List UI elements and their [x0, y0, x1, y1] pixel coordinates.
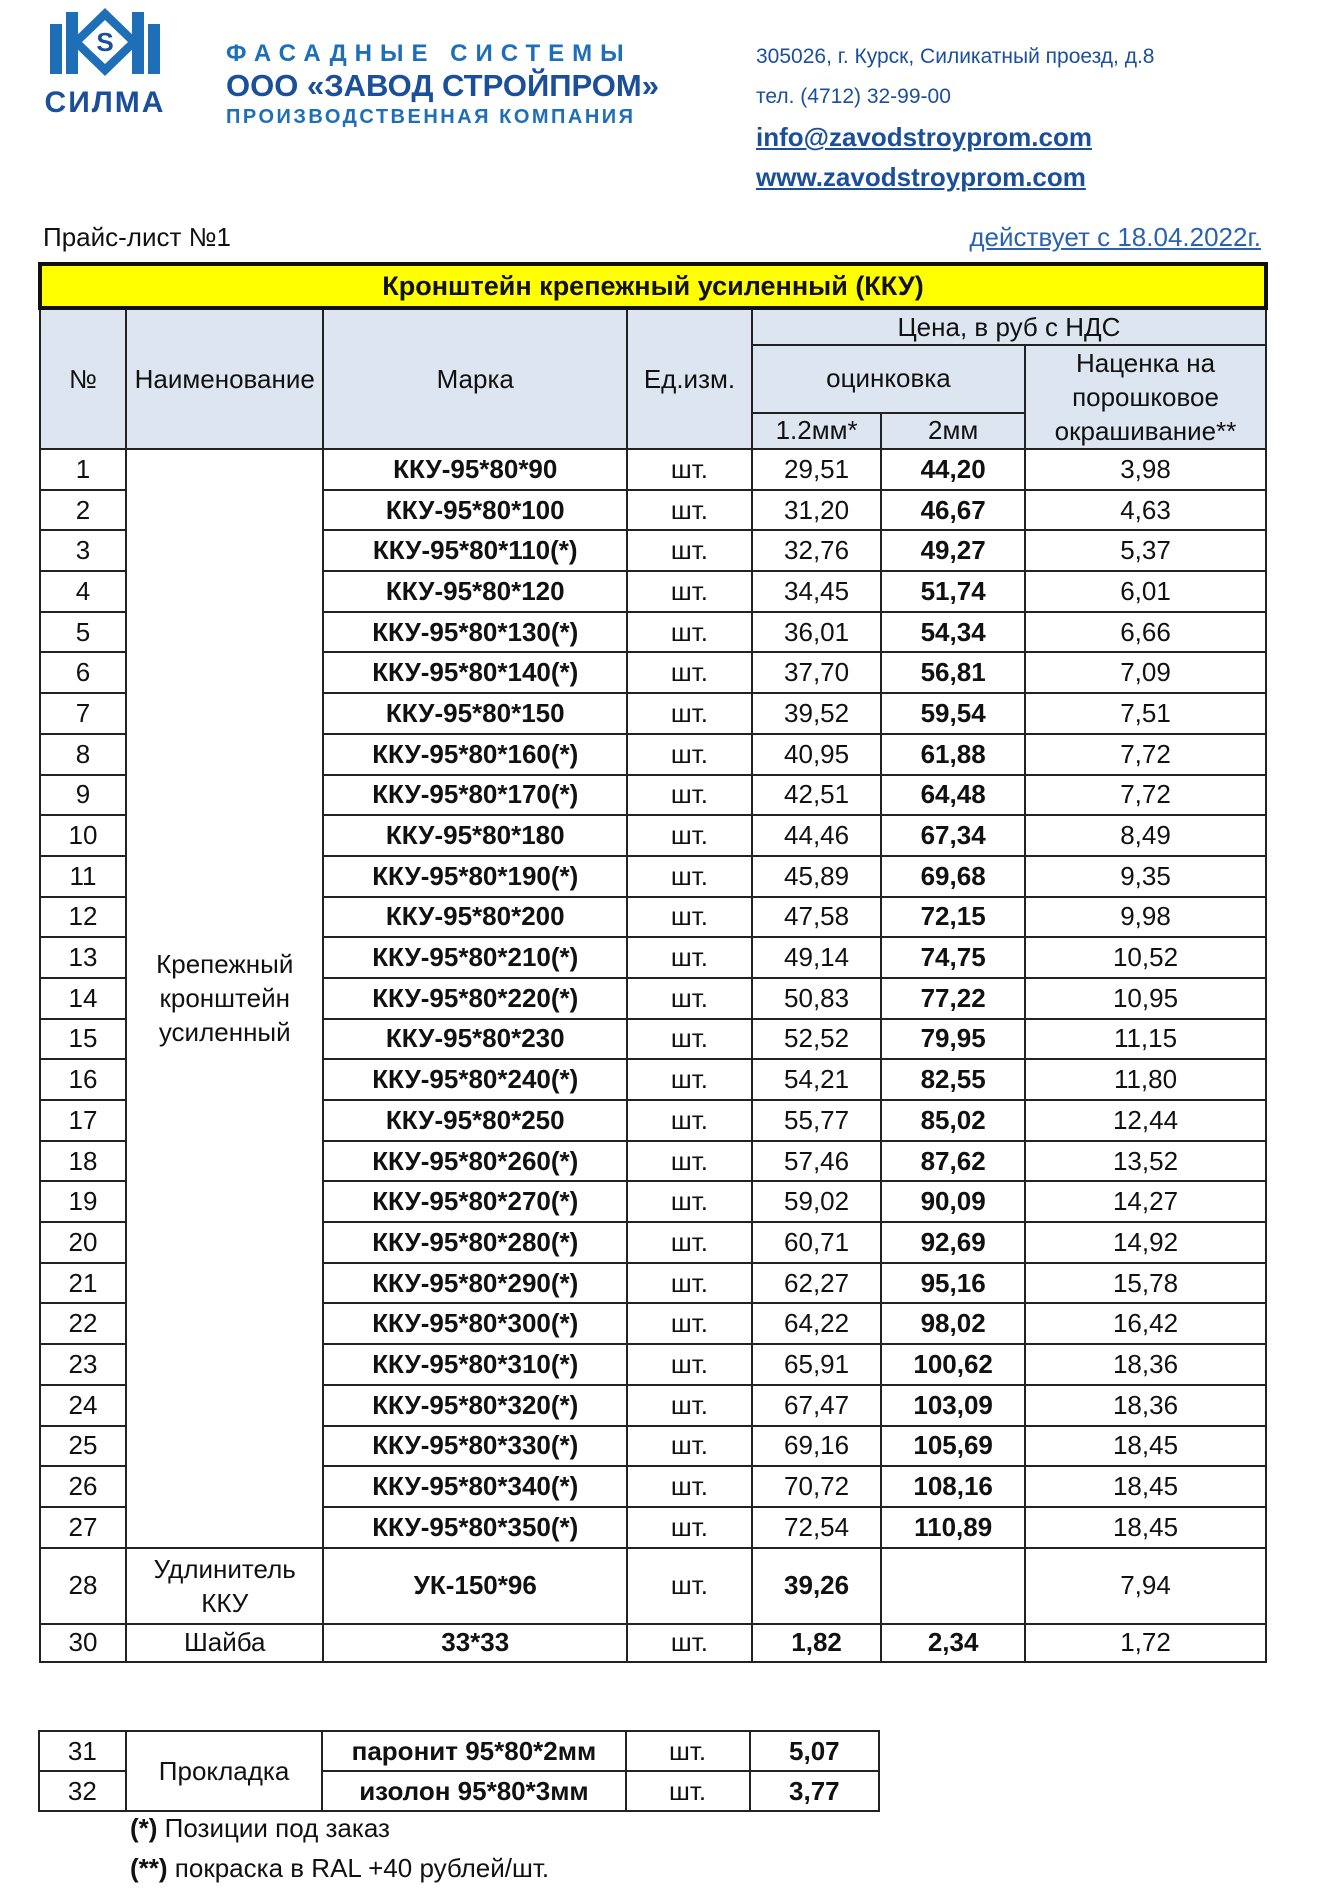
price-list-label: Прайс-лист №1 — [43, 222, 231, 252]
powder-line-1: Наценка на — [1075, 348, 1216, 378]
table-cell-extra: 15,78 — [1025, 1263, 1266, 1304]
table-cell-extra: 13,52 — [1025, 1141, 1266, 1182]
table-cell-no: 13 — [40, 937, 126, 978]
table-cell-no: 10 — [40, 815, 126, 856]
table-cell-unit: шт. — [627, 1059, 752, 1100]
table-cell-extra: 12,44 — [1025, 1100, 1266, 1141]
footnote-mark: (*) — [130, 1813, 158, 1843]
table-cell-extra: 18,45 — [1025, 1426, 1266, 1467]
table-cell-unit: шт. — [627, 775, 752, 816]
col-header-unit: Ед.изм. — [627, 308, 752, 449]
table-cell-extra: 7,94 — [1025, 1548, 1266, 1624]
table-cell-unit: шт. — [627, 1019, 752, 1060]
table-cell-extra: 9,98 — [1025, 897, 1266, 938]
table-cell-price-12: 52,52 — [752, 1019, 881, 1060]
table-cell-mark: ККУ-95*80*90 — [323, 449, 627, 490]
table-cell-unit: шт. — [627, 1222, 752, 1263]
table-cell-price-12: 67,47 — [752, 1385, 881, 1426]
contacts-block — [756, 42, 1154, 202]
powder-line-3: окрашивание** — [1054, 416, 1237, 446]
table-cell-mark: ККУ-95*80*230 — [323, 1019, 627, 1060]
table-cell-price-12: 55,77 — [752, 1100, 881, 1141]
table-cell-unit: шт. — [627, 1263, 752, 1304]
table-cell-no: 1 — [40, 449, 126, 490]
table-cell-extra: 6,01 — [1025, 571, 1266, 612]
table-cell-price-2: 95,16 — [881, 1263, 1025, 1304]
address: 305026, г. Курск, Силикатный проезд, д.8 — [756, 45, 1155, 68]
table-cell-price-12: 57,46 — [752, 1141, 881, 1182]
table-cell-mark: ККУ-95*80*300(*) — [323, 1303, 627, 1344]
table-cell-price-2: 87,62 — [881, 1141, 1025, 1182]
table-cell-price-2: 85,02 — [881, 1100, 1025, 1141]
table-cell-price-2: 98,02 — [881, 1303, 1025, 1344]
table-cell-price-12: 65,91 — [752, 1344, 881, 1385]
valid-from-date[interactable]: действует с 18.04.2022г. — [969, 222, 1261, 252]
price-table — [38, 262, 1268, 1663]
table-cell-price-12: 37,70 — [752, 652, 881, 693]
table-cell-mark: ККУ-95*80*280(*) — [323, 1222, 627, 1263]
table-cell-price-2: 72,15 — [881, 897, 1025, 938]
table-cell-no: 19 — [40, 1181, 126, 1222]
table-cell-extra: 10,95 — [1025, 978, 1266, 1019]
table-cell-mark: 33*33 — [323, 1624, 627, 1662]
table-cell-unit: шт. — [627, 856, 752, 897]
website-link[interactable]: www.zavodstroyprom.com — [756, 162, 1086, 192]
table-cell-price-12: 1,82 — [752, 1624, 881, 1662]
table-cell-extra: 1,72 — [1025, 1624, 1266, 1662]
table-cell-unit: шт. — [627, 1181, 752, 1222]
col-header-name: Наименование — [126, 308, 323, 449]
table-cell-no: 2 — [40, 490, 126, 531]
table-cell-price-12: 39,52 — [752, 693, 881, 734]
table-cell-unit: шт. — [627, 937, 752, 978]
table-cell-no: 24 — [40, 1385, 126, 1426]
col-header-price-group: Цена, в руб с НДС — [752, 308, 1266, 345]
table-cell-no: 21 — [40, 1263, 126, 1304]
table-cell-mark: ККУ-95*80*180 — [323, 815, 627, 856]
table-cell-price-2: 49,27 — [881, 530, 1025, 571]
table-cell-no: 22 — [40, 1303, 126, 1344]
table-cell-no: 20 — [40, 1222, 126, 1263]
table-cell-unit: шт. — [627, 571, 752, 612]
table-cell-unit: шт. — [627, 1507, 752, 1548]
table-cell-unit: шт. — [627, 978, 752, 1019]
col-header-zinc: оцинковка — [752, 345, 1025, 413]
table-cell-price-12: 31,20 — [752, 490, 881, 531]
table-cell-unit: шт. — [627, 1624, 752, 1662]
phone: тел. (4712) 32-99-00 — [756, 85, 951, 108]
table-cell-price-12: 32,76 — [752, 530, 881, 571]
table-cell-extra: 18,45 — [1025, 1466, 1266, 1507]
company-tagline: ФАСАДНЫЕ СИСТЕМЫ — [226, 40, 632, 67]
table-cell-price-2: 59,54 — [881, 693, 1025, 734]
table-cell-extra: 18,36 — [1025, 1344, 1266, 1385]
table-cell-price-2: 61,88 — [881, 734, 1025, 775]
table-cell-mark: ККУ-95*80*220(*) — [323, 978, 627, 1019]
table-cell-extra: 9,35 — [1025, 856, 1266, 897]
table-cell-no: 16 — [40, 1059, 126, 1100]
footnote-text: покраска в RAL +40 рублей/шт. — [167, 1853, 550, 1883]
company-name: ООО «ЗАВОД СТРОЙПРОМ» — [226, 68, 659, 103]
table-cell-price-2: 82,55 — [881, 1059, 1025, 1100]
table-cell-no: 9 — [40, 775, 126, 816]
table-cell-no: 27 — [40, 1507, 126, 1548]
table-cell-mark: ККУ-95*80*110(*) — [323, 530, 627, 571]
col-header-no: № — [40, 308, 126, 449]
gasket-table — [38, 1730, 880, 1812]
table-cell-extra: 7,09 — [1025, 652, 1266, 693]
table-cell-price-2: 79,95 — [881, 1019, 1025, 1060]
table-cell-mark: паронит 95*80*2мм — [322, 1731, 625, 1771]
table-cell-unit: шт. — [627, 449, 752, 490]
table-cell-mark: ККУ-95*80*200 — [323, 897, 627, 938]
col-header-mark: Марка — [323, 308, 627, 449]
table-cell-unit: шт. — [627, 1385, 752, 1426]
table-cell-no: 31 — [39, 1731, 126, 1771]
table-cell-price-2: 108,16 — [881, 1466, 1025, 1507]
table-cell-price-2: 56,81 — [881, 652, 1025, 693]
table-cell-mark: ККУ-95*80*340(*) — [323, 1466, 627, 1507]
table-cell-price-2: 92,69 — [881, 1222, 1025, 1263]
table-cell-no: 3 — [40, 530, 126, 571]
group-name-line: Крепежный — [156, 949, 294, 980]
table-cell-no: 5 — [40, 612, 126, 653]
group-name-line: усиленный — [158, 1017, 291, 1048]
table-cell-unit: шт. — [627, 734, 752, 775]
table-cell-no: 17 — [40, 1100, 126, 1141]
table-cell-mark: УК-150*96 — [323, 1548, 627, 1624]
table-cell-price-2: 77,22 — [881, 978, 1025, 1019]
table-cell-price-12: 44,46 — [752, 815, 881, 856]
table-cell-unit: шт. — [626, 1731, 750, 1771]
table-cell-price-2: 54,34 — [881, 612, 1025, 653]
table-cell-price-2: 46,67 — [881, 490, 1025, 531]
table-cell-extra: 3,98 — [1025, 449, 1266, 490]
table-cell-price-12: 62,27 — [752, 1263, 881, 1304]
table-cell-price-2: 2,34 — [881, 1624, 1025, 1662]
table-cell-price-12: 36,01 — [752, 612, 881, 653]
table-cell-price: 5,07 — [750, 1731, 879, 1771]
table-cell-name: Шайба — [126, 1624, 323, 1662]
table-cell-unit: шт. — [626, 1771, 750, 1811]
table-cell-unit: шт. — [627, 612, 752, 653]
name-line-2: ККУ — [201, 1587, 249, 1618]
table-cell-unit: шт. — [627, 1303, 752, 1344]
col-header-powder — [1025, 345, 1266, 449]
table-cell-unit: шт. — [627, 815, 752, 856]
table-cell-price-2: 64,48 — [881, 775, 1025, 816]
table-cell-price-2: 105,69 — [881, 1426, 1025, 1467]
table-cell-mark: ККУ-95*80*310(*) — [323, 1344, 627, 1385]
group-name-cell — [126, 449, 323, 1548]
table-cell-mark: ККУ-95*80*100 — [323, 490, 627, 531]
table-cell-price-2: 103,09 — [881, 1385, 1025, 1426]
svg-text:S: S — [96, 27, 114, 57]
table-cell-price-2: 100,62 — [881, 1344, 1025, 1385]
table-cell-mark: ККУ-95*80*160(*) — [323, 734, 627, 775]
table-cell-no: 15 — [40, 1019, 126, 1060]
table-cell-no: 14 — [40, 978, 126, 1019]
table-cell-unit: шт. — [627, 1141, 752, 1182]
table-cell-mark: ККУ-95*80*120 — [323, 571, 627, 612]
table-cell-extra: 7,51 — [1025, 693, 1266, 734]
table-cell-unit: шт. — [627, 1426, 752, 1467]
table-cell-name: Прокладка — [126, 1731, 323, 1811]
table-cell-unit: шт. — [627, 897, 752, 938]
table-cell-price-12: 64,22 — [752, 1303, 881, 1344]
table-cell-unit: шт. — [627, 652, 752, 693]
table-cell-mark: ККУ-95*80*150 — [323, 693, 627, 734]
table-cell-price-12: 49,14 — [752, 937, 881, 978]
table-cell-price-12: 70,72 — [752, 1466, 881, 1507]
table-cell-extra: 14,92 — [1025, 1222, 1266, 1263]
table-cell-price-12: 40,95 — [752, 734, 881, 775]
table-cell-name — [126, 1548, 323, 1624]
table-cell-unit: шт. — [627, 1548, 752, 1624]
footnote-ral — [130, 1848, 549, 1888]
table-cell-no: 12 — [40, 897, 126, 938]
table-cell-price-12: 29,51 — [752, 449, 881, 490]
table-cell-unit: шт. — [627, 490, 752, 531]
table-cell-mark: ККУ-95*80*240(*) — [323, 1059, 627, 1100]
table-cell-extra: 14,27 — [1025, 1181, 1266, 1222]
table-cell-mark: ККУ-95*80*270(*) — [323, 1181, 627, 1222]
table-cell-extra: 4,63 — [1025, 490, 1266, 531]
table-cell-extra: 5,37 — [1025, 530, 1266, 571]
table-cell-no: 18 — [40, 1141, 126, 1182]
table-cell-price-12: 59,02 — [752, 1181, 881, 1222]
table-cell-mark: ККУ-95*80*330(*) — [323, 1426, 627, 1467]
table-cell-unit: шт. — [627, 530, 752, 571]
table-cell-mark: ККУ-95*80*350(*) — [323, 1507, 627, 1548]
table-title: Кронштейн крепежный усиленный (ККУ) — [40, 264, 1266, 308]
table-cell-price-12: 72,54 — [752, 1507, 881, 1548]
footnote-mark: (**) — [130, 1853, 168, 1883]
table-cell-no: 28 — [40, 1548, 126, 1624]
table-cell-no: 8 — [40, 734, 126, 775]
table-cell-price-12: 39,26 — [752, 1548, 881, 1624]
table-cell-unit: шт. — [627, 1100, 752, 1141]
table-cell-extra: 11,80 — [1025, 1059, 1266, 1100]
email-link[interactable]: info@zavodstroyprom.com — [756, 122, 1092, 152]
table-cell-price-12: 34,45 — [752, 571, 881, 612]
logo-text: СИЛМА — [44, 86, 166, 119]
company-logo — [40, 4, 170, 124]
table-cell-price-2: 74,75 — [881, 937, 1025, 978]
table-cell-mark: ККУ-95*80*290(*) — [323, 1263, 627, 1304]
footnotes — [130, 1808, 549, 1888]
table-cell-unit: шт. — [627, 693, 752, 734]
table-cell-no: 7 — [40, 693, 126, 734]
table-cell-extra: 10,52 — [1025, 937, 1266, 978]
table-cell-price-2: 51,74 — [881, 571, 1025, 612]
table-cell-no: 23 — [40, 1344, 126, 1385]
table-cell-price-2: 90,09 — [881, 1181, 1025, 1222]
table-cell-price-2: 110,89 — [881, 1507, 1025, 1548]
group-name-line: кронштейн — [159, 983, 290, 1014]
table-cell-price-12: 50,83 — [752, 978, 881, 1019]
table-cell-mark: изолон 95*80*3мм — [322, 1771, 625, 1811]
table-cell-unit: шт. — [627, 1344, 752, 1385]
table-body — [40, 449, 1266, 1548]
table-cell-price-12: 47,58 — [752, 897, 881, 938]
table-cell-no: 30 — [40, 1624, 126, 1662]
company-block — [226, 40, 659, 130]
table-cell-price: 3,77 — [750, 1771, 879, 1811]
table-cell-no: 6 — [40, 652, 126, 693]
table-cell-extra: 18,45 — [1025, 1507, 1266, 1548]
table-cell-no: 26 — [40, 1466, 126, 1507]
table-cell-no: 32 — [39, 1771, 126, 1811]
table-row — [40, 449, 1266, 490]
table-cell-no: 25 — [40, 1426, 126, 1467]
name-line-1: Удлинитель — [153, 1553, 296, 1584]
table-cell-price-12: 60,71 — [752, 1222, 881, 1263]
table-cell-mark: ККУ-95*80*320(*) — [323, 1385, 627, 1426]
table-cell-price-12: 54,21 — [752, 1059, 881, 1100]
table-cell-extra: 16,42 — [1025, 1303, 1266, 1344]
table-cell-price-2: 44,20 — [881, 449, 1025, 490]
table-cell-extra: 7,72 — [1025, 775, 1266, 816]
table-cell-price-12: 42,51 — [752, 775, 881, 816]
table-cell-no: 11 — [40, 856, 126, 897]
col-header-thick-12: 1.2мм* — [752, 413, 881, 449]
table-cell-no: 4 — [40, 571, 126, 612]
table-cell-mark: ККУ-95*80*130(*) — [323, 612, 627, 653]
table-cell-extra: 7,72 — [1025, 734, 1266, 775]
table-cell-price-12: 69,16 — [752, 1426, 881, 1467]
table-cell-mark: ККУ-95*80*250 — [323, 1100, 627, 1141]
table-cell-price-2: 67,34 — [881, 815, 1025, 856]
table-cell-mark: ККУ-95*80*210(*) — [323, 937, 627, 978]
table-cell-extra: 6,66 — [1025, 612, 1266, 653]
table-cell-price-2 — [881, 1548, 1025, 1624]
table-cell-price-2: 69,68 — [881, 856, 1025, 897]
table-cell-price-12: 45,89 — [752, 856, 881, 897]
table-cell-extra: 8,49 — [1025, 815, 1266, 856]
table-cell-mark: ККУ-95*80*260(*) — [323, 1141, 627, 1182]
col-header-thick-2: 2мм — [881, 413, 1025, 449]
table-cell-extra: 18,36 — [1025, 1385, 1266, 1426]
footnote-order — [130, 1808, 549, 1848]
footnote-text: Позиции под заказ — [157, 1813, 390, 1843]
table-cell-mark: ККУ-95*80*140(*) — [323, 652, 627, 693]
table-cell-mark: ККУ-95*80*170(*) — [323, 775, 627, 816]
table-cell-unit: шт. — [627, 1466, 752, 1507]
table-cell-extra: 11,15 — [1025, 1019, 1266, 1060]
table-cell-mark: ККУ-95*80*190(*) — [323, 856, 627, 897]
company-type: ПРОИЗВОДСТВЕННАЯ КОМПАНИЯ — [226, 106, 636, 128]
powder-line-2: порошковое — [1072, 382, 1219, 412]
